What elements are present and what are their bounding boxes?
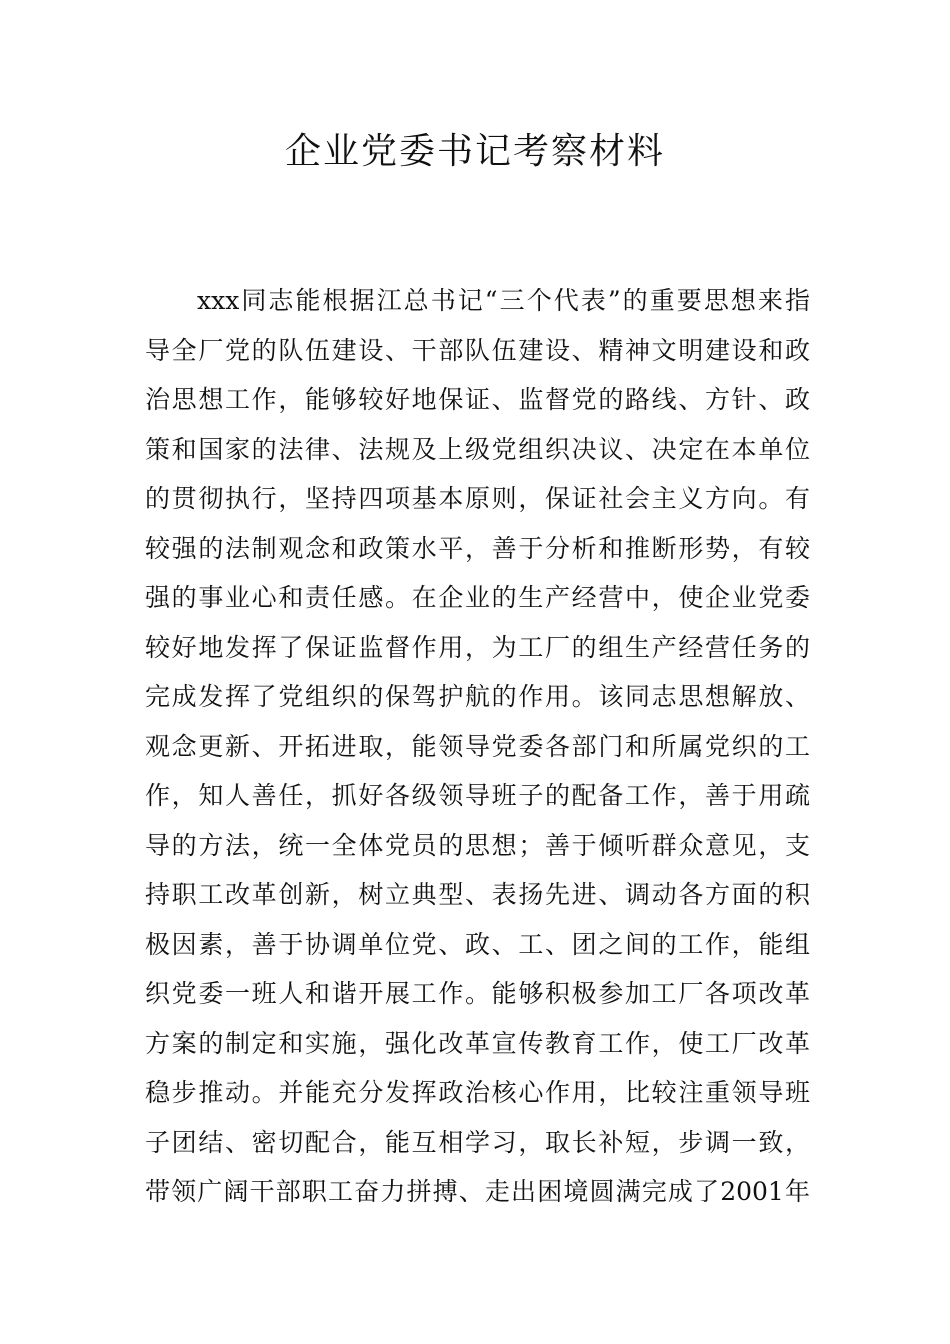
- document-body: [145, 276, 810, 1217]
- body-line: 织党委一班人和谐开展工作。能够积极参加工厂各项改革: [145, 979, 810, 1008]
- body-line: 稳步推动。并能充分发挥政治核心作用，比较注重领导班: [145, 1078, 810, 1107]
- body-line: 观念更新、开拓进取，能领导党委各部门和所属党织的工: [145, 731, 810, 761]
- body-line: 较强的法制观念和政策水平，善于分析和推断形势，有较: [145, 533, 810, 563]
- body-line: 极因素，善于协调单位党、政、工、团之间的工作，能组: [145, 929, 810, 959]
- body-line: 导的方法，统一全体党员的思想；善于倾听群众意见，支: [145, 830, 810, 860]
- body-line: 较好地发挥了保证监督作用，为工厂的组生产经营任务的: [145, 632, 810, 662]
- body-line: 策和国家的法律、法规及上级党组织决议、决定在本单位: [145, 434, 810, 464]
- body-line: 子团结、密切配合，能互相学习，取长补短，步调一致，: [145, 1127, 810, 1157]
- body-line: 强的事业心和责任感。在企业的生产经营中，使企业党委: [145, 583, 810, 612]
- body-line: 导全厂党的队伍建设、干部队伍建设、精神文明建设和政: [145, 335, 810, 365]
- document-title: 企业党委书记考察材料: [284, 131, 665, 172]
- body-line: 完成发挥了党组织的保驾护航的作用。该同志思想解放、: [145, 682, 810, 711]
- body-line: 带领广阔干部职工奋力拼搏、走出困境圆满完成了2001年: [145, 1177, 810, 1206]
- body-line: 持职工改革创新，树立典型、表扬先进、调动各方面的积: [145, 880, 810, 909]
- body-line: 作，知人善任，抓好各级领导班子的配备工作，善于用疏: [145, 781, 810, 810]
- body-line: 方案的制定和实施，强化改革宣传教育工作，使工厂改革: [145, 1028, 810, 1058]
- body-line: 治思想工作，能够较好地保证、监督党的路线、方针、政: [145, 385, 810, 414]
- body-line: 的贯彻执行，坚持四项基本原则，保证社会主义方向。有: [145, 484, 810, 513]
- body-line: xxx同志能根据江总书记“三个代表”的重要思想来指: [197, 286, 810, 315]
